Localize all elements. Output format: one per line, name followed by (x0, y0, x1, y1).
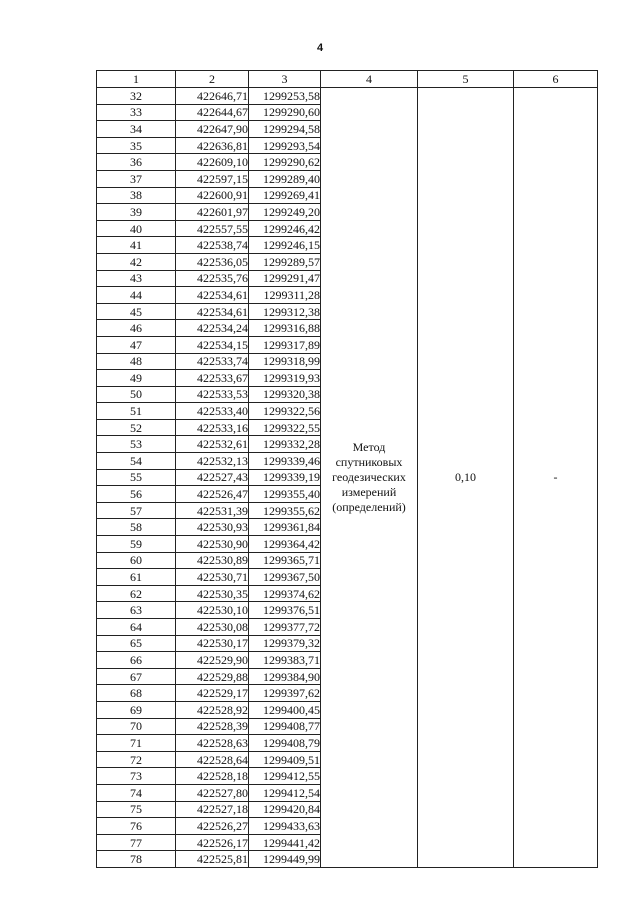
point-number-cell: 62 (97, 585, 176, 602)
point-number-cell: 64 (97, 619, 176, 636)
y-coordinate-cell: 1299322,55 (249, 419, 321, 436)
y-coordinate-cell: 1299339,46 (249, 453, 321, 470)
y-coordinate-cell: 1299397,62 (249, 685, 321, 702)
x-coordinate-cell: 422525,81 (176, 851, 249, 868)
point-number-cell: 39 (97, 204, 176, 221)
point-number-cell: 43 (97, 270, 176, 287)
x-coordinate-cell: 422536,05 (176, 253, 249, 270)
x-coordinate-cell: 422528,64 (176, 751, 249, 768)
point-number-cell: 78 (97, 851, 176, 868)
point-number-cell: 77 (97, 834, 176, 851)
point-number-cell: 32 (97, 88, 176, 105)
x-coordinate-cell: 422526,17 (176, 834, 249, 851)
point-number-cell: 34 (97, 121, 176, 138)
x-coordinate-cell: 422530,71 (176, 569, 249, 586)
point-number-cell: 70 (97, 718, 176, 735)
y-coordinate-cell: 1299332,28 (249, 436, 321, 453)
x-coordinate-cell: 422528,63 (176, 735, 249, 752)
point-number-cell: 67 (97, 668, 176, 685)
x-coordinate-cell: 422534,61 (176, 303, 249, 320)
point-number-cell: 36 (97, 154, 176, 171)
x-coordinate-cell: 422557,55 (176, 220, 249, 237)
y-coordinate-cell: 1299374,62 (249, 585, 321, 602)
point-number-cell: 60 (97, 552, 176, 569)
x-coordinate-cell: 422533,40 (176, 403, 249, 420)
y-coordinate-cell: 1299379,32 (249, 635, 321, 652)
x-coordinate-cell: 422532,61 (176, 436, 249, 453)
x-coordinate-cell: 422531,39 (176, 502, 249, 519)
y-coordinate-cell: 1299269,41 (249, 187, 321, 204)
point-number-cell: 46 (97, 320, 176, 337)
point-number-cell: 44 (97, 287, 176, 304)
x-coordinate-cell: 422600,91 (176, 187, 249, 204)
y-coordinate-cell: 1299412,54 (249, 784, 321, 801)
x-coordinate-cell: 422530,35 (176, 585, 249, 602)
y-coordinate-cell: 1299249,20 (249, 204, 321, 221)
x-coordinate-cell: 422530,17 (176, 635, 249, 652)
y-coordinate-cell: 1299361,84 (249, 519, 321, 536)
x-coordinate-cell: 422530,90 (176, 536, 249, 553)
y-coordinate-cell: 1299367,50 (249, 569, 321, 586)
x-coordinate-cell: 422533,67 (176, 370, 249, 387)
y-coordinate-cell: 1299409,51 (249, 751, 321, 768)
method-text-line: Метод (352, 439, 386, 454)
x-coordinate-cell: 422646,71 (176, 88, 249, 105)
method-text-line: геодезических (332, 469, 406, 484)
column-header: 1 (97, 71, 176, 88)
coordinates-table (96, 70, 598, 868)
point-number-cell: 75 (97, 801, 176, 818)
y-coordinate-cell: 1299412,55 (249, 768, 321, 785)
y-coordinate-cell: 1299317,89 (249, 336, 321, 353)
table-header-row (97, 71, 598, 88)
x-coordinate-cell: 422529,90 (176, 652, 249, 669)
point-number-cell: 54 (97, 453, 176, 470)
point-number-cell: 63 (97, 602, 176, 619)
y-coordinate-cell: 1299290,62 (249, 154, 321, 171)
y-coordinate-cell: 1299319,93 (249, 370, 321, 387)
y-coordinate-cell: 1299289,57 (249, 253, 321, 270)
x-coordinate-cell: 422528,92 (176, 701, 249, 718)
x-coordinate-cell: 422644,67 (176, 104, 249, 121)
x-coordinate-cell: 422532,13 (176, 453, 249, 470)
point-number-cell: 47 (97, 336, 176, 353)
point-number-cell: 65 (97, 635, 176, 652)
column-header: 6 (514, 71, 598, 88)
x-coordinate-cell: 422534,15 (176, 336, 249, 353)
y-coordinate-cell: 1299355,62 (249, 502, 321, 519)
y-coordinate-cell: 1299383,71 (249, 652, 321, 669)
x-coordinate-cell: 422530,08 (176, 619, 249, 636)
x-coordinate-cell: 422527,43 (176, 469, 249, 486)
point-number-cell: 38 (97, 187, 176, 204)
x-coordinate-cell: 422530,89 (176, 552, 249, 569)
x-coordinate-cell: 422636,81 (176, 137, 249, 154)
point-number-cell: 74 (97, 784, 176, 801)
y-coordinate-cell: 1299376,51 (249, 602, 321, 619)
x-coordinate-cell: 422526,27 (176, 818, 249, 835)
point-number-cell: 71 (97, 735, 176, 752)
point-number-cell: 48 (97, 353, 176, 370)
x-coordinate-cell: 422528,18 (176, 768, 249, 785)
y-coordinate-cell: 1299355,40 (249, 486, 321, 503)
x-coordinate-cell: 422529,17 (176, 685, 249, 702)
y-coordinate-cell: 1299294,58 (249, 121, 321, 138)
point-number-cell: 51 (97, 403, 176, 420)
y-coordinate-cell: 1299408,77 (249, 718, 321, 735)
y-coordinate-cell: 1299316,88 (249, 320, 321, 337)
y-coordinate-cell: 1299246,42 (249, 220, 321, 237)
table-body (97, 88, 598, 868)
x-coordinate-cell: 422609,10 (176, 154, 249, 171)
x-coordinate-cell: 422529,88 (176, 668, 249, 685)
method-text-line: спутниковых (335, 454, 403, 469)
x-coordinate-cell: 422528,39 (176, 718, 249, 735)
x-coordinate-cell: 422534,24 (176, 320, 249, 337)
y-coordinate-cell: 1299339,19 (249, 469, 321, 486)
y-coordinate-cell: 1299311,28 (249, 287, 321, 304)
y-coordinate-cell: 1299289,40 (249, 170, 321, 187)
table-row (97, 88, 598, 105)
method-cell (321, 88, 418, 868)
y-coordinate-cell: 1299246,15 (249, 237, 321, 254)
y-coordinate-cell: 1299365,71 (249, 552, 321, 569)
point-number-cell: 50 (97, 386, 176, 403)
x-coordinate-cell: 422535,76 (176, 270, 249, 287)
point-number-cell: 72 (97, 751, 176, 768)
point-number-cell: 35 (97, 137, 176, 154)
page-number: 4 (316, 42, 324, 54)
x-coordinate-cell: 422597,15 (176, 170, 249, 187)
point-number-cell: 53 (97, 436, 176, 453)
point-number-cell: 59 (97, 536, 176, 553)
y-coordinate-cell: 1299400,45 (249, 701, 321, 718)
point-number-cell: 52 (97, 419, 176, 436)
x-coordinate-cell: 422530,93 (176, 519, 249, 536)
y-coordinate-cell: 1299384,90 (249, 668, 321, 685)
point-number-cell: 56 (97, 486, 176, 503)
point-number-cell: 40 (97, 220, 176, 237)
column-6-cell: - (514, 88, 598, 868)
x-coordinate-cell: 422533,16 (176, 419, 249, 436)
y-coordinate-cell: 1299377,72 (249, 619, 321, 636)
column-header: 4 (321, 71, 418, 88)
point-number-cell: 76 (97, 818, 176, 835)
point-number-cell: 68 (97, 685, 176, 702)
x-coordinate-cell: 422647,90 (176, 121, 249, 138)
y-coordinate-cell: 1299291,47 (249, 270, 321, 287)
y-coordinate-cell: 1299293,54 (249, 137, 321, 154)
accuracy-cell: 0,10 (418, 88, 514, 868)
x-coordinate-cell: 422534,61 (176, 287, 249, 304)
x-coordinate-cell: 422530,10 (176, 602, 249, 619)
point-number-cell: 55 (97, 469, 176, 486)
x-coordinate-cell: 422533,74 (176, 353, 249, 370)
y-coordinate-cell: 1299449,99 (249, 851, 321, 868)
method-text-line: (определений) (332, 499, 406, 514)
x-coordinate-cell: 422527,80 (176, 784, 249, 801)
point-number-cell: 66 (97, 652, 176, 669)
point-number-cell: 73 (97, 768, 176, 785)
point-number-cell: 57 (97, 502, 176, 519)
point-number-cell: 42 (97, 253, 176, 270)
point-number-cell: 49 (97, 370, 176, 387)
y-coordinate-cell: 1299441,42 (249, 834, 321, 851)
y-coordinate-cell: 1299420,84 (249, 801, 321, 818)
column-header: 3 (249, 71, 321, 88)
column-header: 2 (176, 71, 249, 88)
y-coordinate-cell: 1299290,60 (249, 104, 321, 121)
y-coordinate-cell: 1299408,79 (249, 735, 321, 752)
column-header: 5 (418, 71, 514, 88)
point-number-cell: 33 (97, 104, 176, 121)
point-number-cell: 69 (97, 701, 176, 718)
y-coordinate-cell: 1299320,38 (249, 386, 321, 403)
y-coordinate-cell: 1299253,58 (249, 88, 321, 105)
x-coordinate-cell: 422601,97 (176, 204, 249, 221)
x-coordinate-cell: 422526,47 (176, 486, 249, 503)
y-coordinate-cell: 1299312,38 (249, 303, 321, 320)
method-text-line: измерений (341, 484, 397, 499)
x-coordinate-cell: 422533,53 (176, 386, 249, 403)
y-coordinate-cell: 1299322,56 (249, 403, 321, 420)
point-number-cell: 58 (97, 519, 176, 536)
point-number-cell: 41 (97, 237, 176, 254)
y-coordinate-cell: 1299318,99 (249, 353, 321, 370)
point-number-cell: 45 (97, 303, 176, 320)
x-coordinate-cell: 422527,18 (176, 801, 249, 818)
y-coordinate-cell: 1299433,63 (249, 818, 321, 835)
point-number-cell: 61 (97, 569, 176, 586)
point-number-cell: 37 (97, 170, 176, 187)
x-coordinate-cell: 422538,74 (176, 237, 249, 254)
y-coordinate-cell: 1299364,42 (249, 536, 321, 553)
